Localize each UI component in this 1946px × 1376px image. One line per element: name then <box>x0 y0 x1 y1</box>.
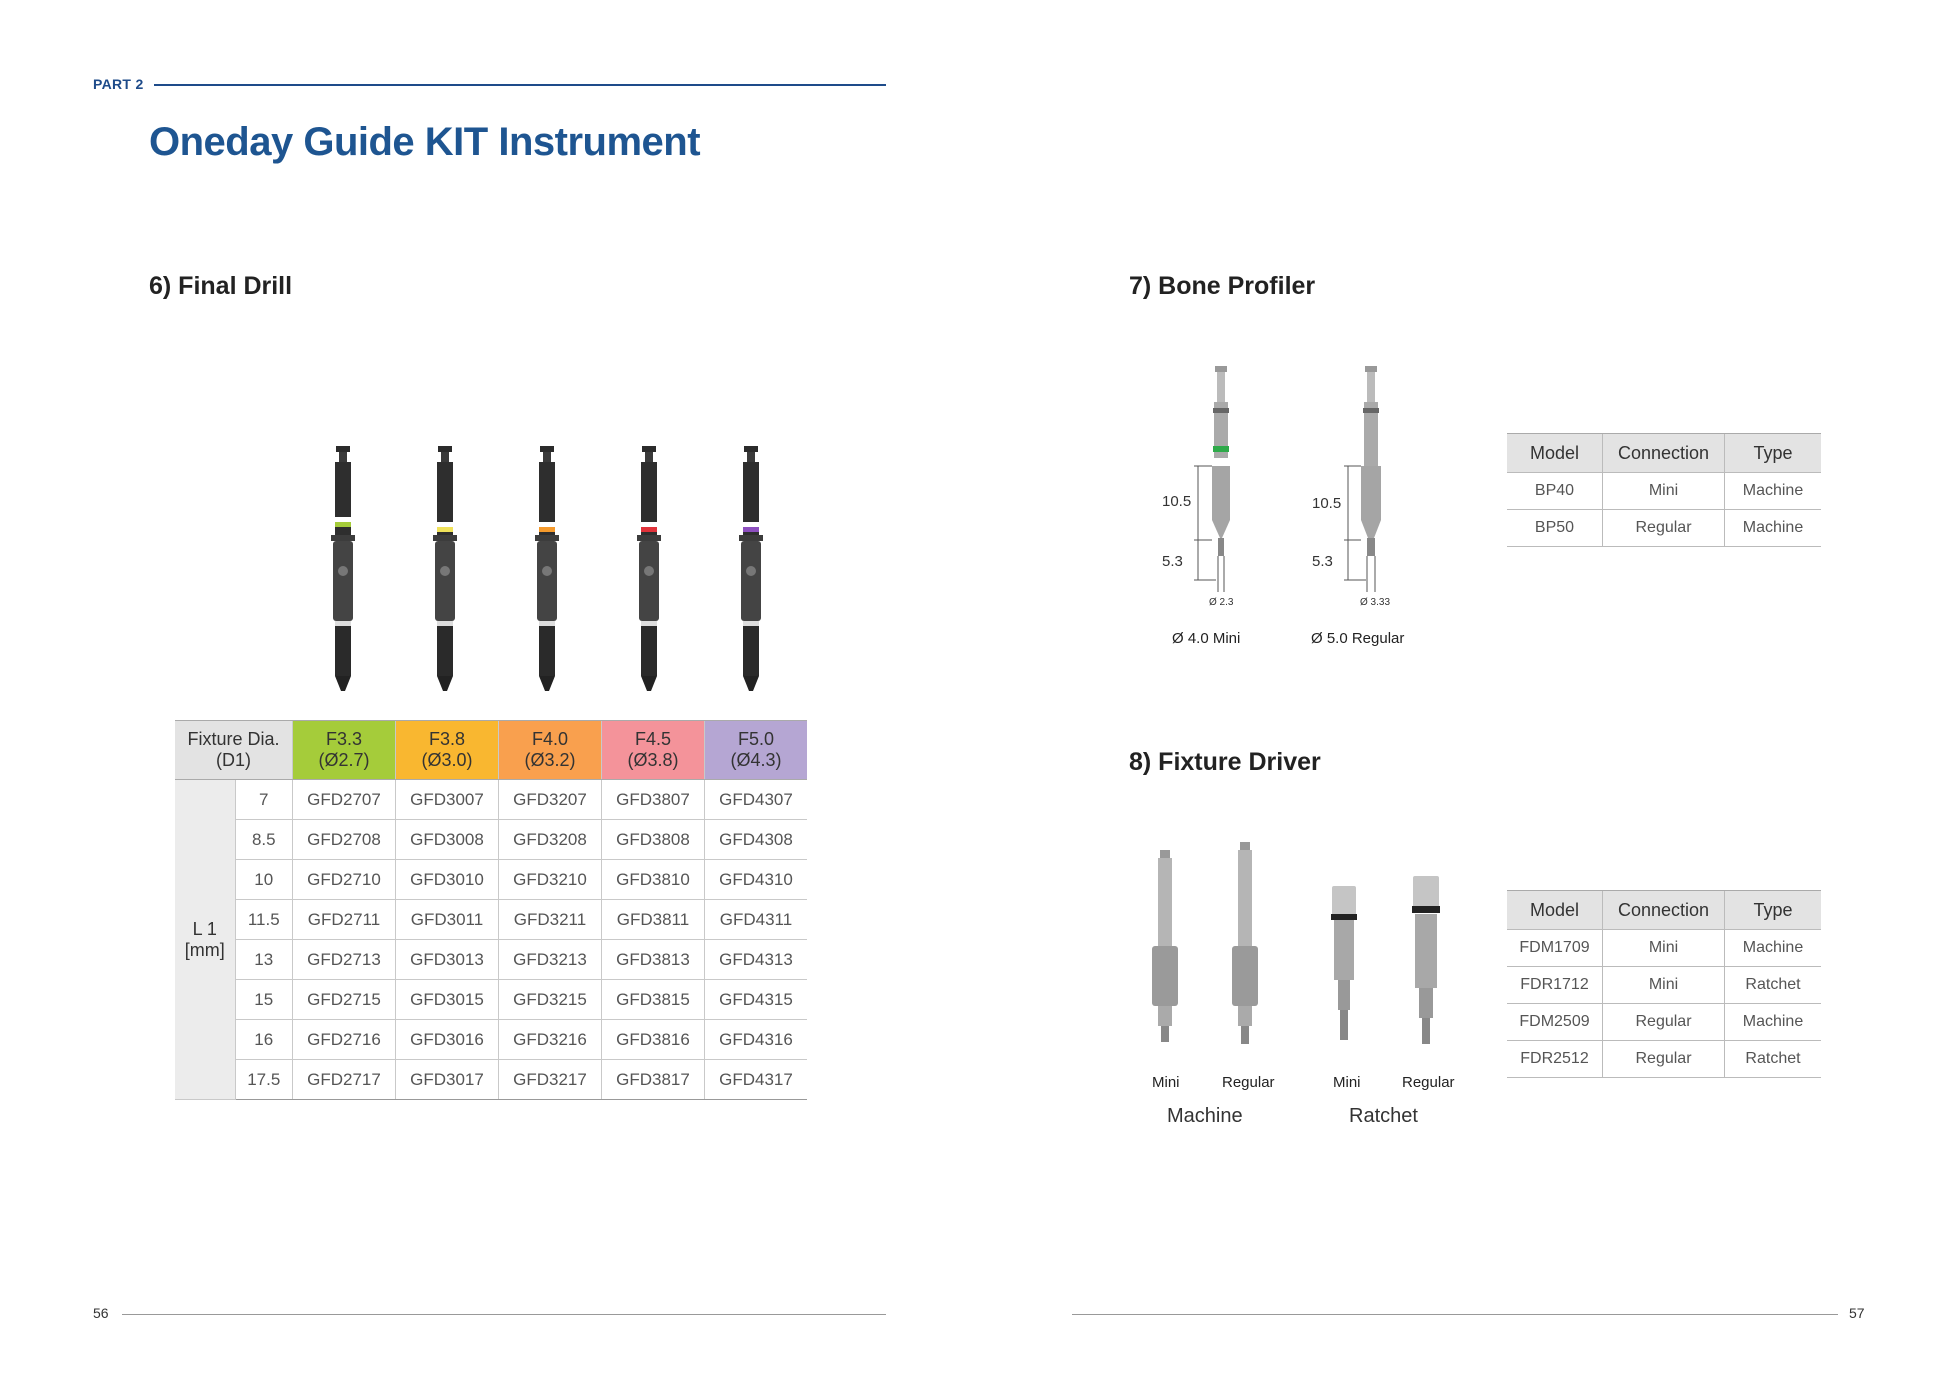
table-cell: GFD3810 <box>602 860 705 900</box>
bone-profiler-images <box>1150 360 1410 620</box>
fixture-dia-label: Fixture Dia. <box>187 729 280 749</box>
column-sub: (Ø3.0) <box>421 750 473 770</box>
table-cell: GFD4316 <box>705 1020 808 1060</box>
table-cell: Mini <box>1603 473 1725 510</box>
table-cell: GFD3813 <box>602 940 705 980</box>
driver-label-mini-1: Mini <box>1152 1074 1180 1091</box>
bp-regular-tip-dia: Ø 3.33 <box>1360 597 1391 608</box>
right-footer-rule <box>1072 1314 1838 1315</box>
table-cell: GFD3207 <box>499 780 602 820</box>
table-cell: GFD2711 <box>293 900 396 940</box>
length-group-label <box>175 780 235 1100</box>
table-cell: Regular <box>1603 1041 1725 1078</box>
table-cell: GFD3216 <box>499 1020 602 1060</box>
bp-mini-dim-upper: 10.5 <box>1162 493 1192 510</box>
table-cell: Mini <box>1603 930 1725 967</box>
header-type: Type <box>1725 434 1822 473</box>
column-name: F4.0 <box>531 729 569 749</box>
length-label: L 1 <box>192 918 217 939</box>
driver-label-regular-1: Regular <box>1222 1074 1275 1091</box>
table-cell: GFD3808 <box>602 820 705 860</box>
table-cell: Machine <box>1725 930 1822 967</box>
length-cell: 11.5 <box>235 900 292 940</box>
table-cell: GFD3011 <box>396 900 499 940</box>
table-cell: GFD3815 <box>602 980 705 1020</box>
table-cell: GFD3213 <box>499 940 602 980</box>
table-cell: GFD3211 <box>499 900 602 940</box>
table-row <box>175 860 807 900</box>
header-type: Type <box>1725 891 1822 930</box>
table-cell: GFD3017 <box>396 1060 499 1100</box>
table-row <box>1507 1041 1821 1078</box>
table-cell: GFD2707 <box>293 780 396 820</box>
driver-label-mini-2: Mini <box>1333 1074 1361 1091</box>
drill-f45-image <box>637 446 661 691</box>
final-drill-table <box>175 720 807 1100</box>
table-row <box>175 820 807 860</box>
fixture-driver-title: 8) Fixture Driver <box>1129 748 1321 776</box>
fixture-driver-table <box>1507 890 1821 1078</box>
table-cell: GFD3217 <box>499 1060 602 1100</box>
table-row <box>1507 473 1821 510</box>
table-cell: GFD3016 <box>396 1020 499 1060</box>
driver-group-ratchet: Ratchet <box>1349 1105 1418 1127</box>
table-cell: GFD3210 <box>499 860 602 900</box>
table-cell: GFD2717 <box>293 1060 396 1100</box>
table-row <box>175 1020 807 1060</box>
table-cell: GFD4313 <box>705 940 808 980</box>
drill-f40-image <box>535 446 559 691</box>
table-cell: BP40 <box>1507 473 1603 510</box>
driver-group-machine: Machine <box>1167 1105 1243 1127</box>
table-cell: FDR2512 <box>1507 1041 1603 1078</box>
page-title: Oneday Guide KIT Instrument <box>149 120 701 164</box>
drill-f38-image <box>433 446 457 691</box>
table-cell: Ratchet <box>1725 1041 1822 1078</box>
table-row <box>175 900 807 940</box>
bone-profiler-table <box>1507 433 1821 547</box>
bone-profiler-regular-image <box>1361 366 1381 556</box>
length-cell: 16 <box>235 1020 292 1060</box>
driver-label-regular-2: Regular <box>1402 1074 1455 1091</box>
table-cell: Machine <box>1725 510 1822 547</box>
part-label: PART 2 <box>93 76 144 92</box>
length-cell: 15 <box>235 980 292 1020</box>
column-name: F3.8 <box>428 729 466 749</box>
fixture-dia-header <box>175 721 293 780</box>
table-cell: BP50 <box>1507 510 1603 547</box>
column-header-f38 <box>396 721 499 780</box>
column-sub: (Ø3.8) <box>627 750 679 770</box>
table-cell: GFD3807 <box>602 780 705 820</box>
table-cell: GFD4310 <box>705 860 808 900</box>
column-header-f50 <box>705 721 808 780</box>
table-row <box>175 980 807 1020</box>
table-row <box>1507 510 1821 547</box>
header-connection: Connection <box>1603 891 1725 930</box>
left-page-number: 56 <box>93 1305 109 1321</box>
bone-profiler-mini-image <box>1212 366 1230 556</box>
table-row <box>175 1060 807 1100</box>
table-cell: GFD3811 <box>602 900 705 940</box>
final-drill-title: 6) Final Drill <box>149 272 293 300</box>
column-sub: (Ø4.3) <box>730 750 782 770</box>
table-cell: GFD4307 <box>705 780 808 820</box>
final-drill-header-row <box>175 721 807 780</box>
bp-regular-caption: Ø 5.0 Regular <box>1311 630 1405 647</box>
table-cell: GFD2715 <box>293 980 396 1020</box>
bp-mini-caption: Ø 4.0 Mini <box>1172 630 1241 647</box>
drill-f33-image <box>331 446 355 691</box>
table-cell: GFD3816 <box>602 1020 705 1060</box>
length-cell: 7 <box>235 780 292 820</box>
right-page-number: 57 <box>1849 1305 1865 1321</box>
driver-machine-mini-image <box>1152 850 1178 1042</box>
length-cell: 10 <box>235 860 292 900</box>
left-footer-rule <box>122 1314 886 1315</box>
table-row <box>175 780 807 820</box>
table-cell: GFD3008 <box>396 820 499 860</box>
table-cell: Regular <box>1603 510 1725 547</box>
table-cell: GFD2713 <box>293 940 396 980</box>
table-header-row <box>1507 891 1821 930</box>
bp-regular-dim-lower: 5.3 <box>1312 553 1333 570</box>
table-cell: GFD3208 <box>499 820 602 860</box>
column-name: F5.0 <box>737 729 775 749</box>
column-name: F4.5 <box>634 729 672 749</box>
header-model: Model <box>1507 891 1603 930</box>
table-cell: FDM1709 <box>1507 930 1603 967</box>
table-row <box>1507 930 1821 967</box>
table-cell: GFD3013 <box>396 940 499 980</box>
table-cell: GFD4311 <box>705 900 808 940</box>
header-rule <box>154 84 886 86</box>
table-header-row <box>1507 434 1821 473</box>
table-cell: GFD3817 <box>602 1060 705 1100</box>
table-cell: GFD3010 <box>396 860 499 900</box>
table-cell: GFD2710 <box>293 860 396 900</box>
column-sub: (Ø2.7) <box>318 750 370 770</box>
table-cell: GFD3007 <box>396 780 499 820</box>
header-connection: Connection <box>1603 434 1725 473</box>
table-cell: FDM2509 <box>1507 1004 1603 1041</box>
fixture-dia-sub: (D1) <box>216 750 251 770</box>
length-unit: [mm] <box>184 939 225 960</box>
table-cell: GFD2716 <box>293 1020 396 1060</box>
driver-ratchet-regular-image <box>1412 876 1440 1044</box>
column-header-f33 <box>293 721 396 780</box>
bp-mini-dim-lower: 5.3 <box>1162 553 1183 570</box>
length-cell: 8.5 <box>235 820 292 860</box>
table-cell: Machine <box>1725 473 1822 510</box>
drill-f50-image <box>739 446 763 691</box>
table-cell: Ratchet <box>1725 967 1822 1004</box>
table-cell: Machine <box>1725 1004 1822 1041</box>
table-cell: GFD4317 <box>705 1060 808 1100</box>
table-cell: Regular <box>1603 1004 1725 1041</box>
bone-profiler-title: 7) Bone Profiler <box>1129 272 1316 300</box>
column-name: F3.3 <box>325 729 363 749</box>
header-model: Model <box>1507 434 1603 473</box>
bp-mini-tip-dia: Ø 2.3 <box>1209 597 1234 608</box>
table-row <box>1507 967 1821 1004</box>
table-cell: GFD3215 <box>499 980 602 1020</box>
table-cell: GFD4315 <box>705 980 808 1020</box>
table-row <box>1507 1004 1821 1041</box>
table-cell: GFD4308 <box>705 820 808 860</box>
driver-machine-regular-image <box>1232 842 1258 1044</box>
table-cell: Mini <box>1603 967 1725 1004</box>
table-row <box>175 940 807 980</box>
column-header-f45 <box>602 721 705 780</box>
table-cell: GFD2708 <box>293 820 396 860</box>
length-cell: 17.5 <box>235 1060 292 1100</box>
length-cell: 13 <box>235 940 292 980</box>
table-cell: FDR1712 <box>1507 967 1603 1004</box>
column-sub: (Ø3.2) <box>524 750 576 770</box>
bp-regular-dim-upper: 10.5 <box>1312 495 1342 512</box>
fixture-driver-images <box>1140 836 1460 1066</box>
table-cell: GFD3015 <box>396 980 499 1020</box>
column-header-f40 <box>499 721 602 780</box>
driver-ratchet-mini-image <box>1331 886 1357 1040</box>
